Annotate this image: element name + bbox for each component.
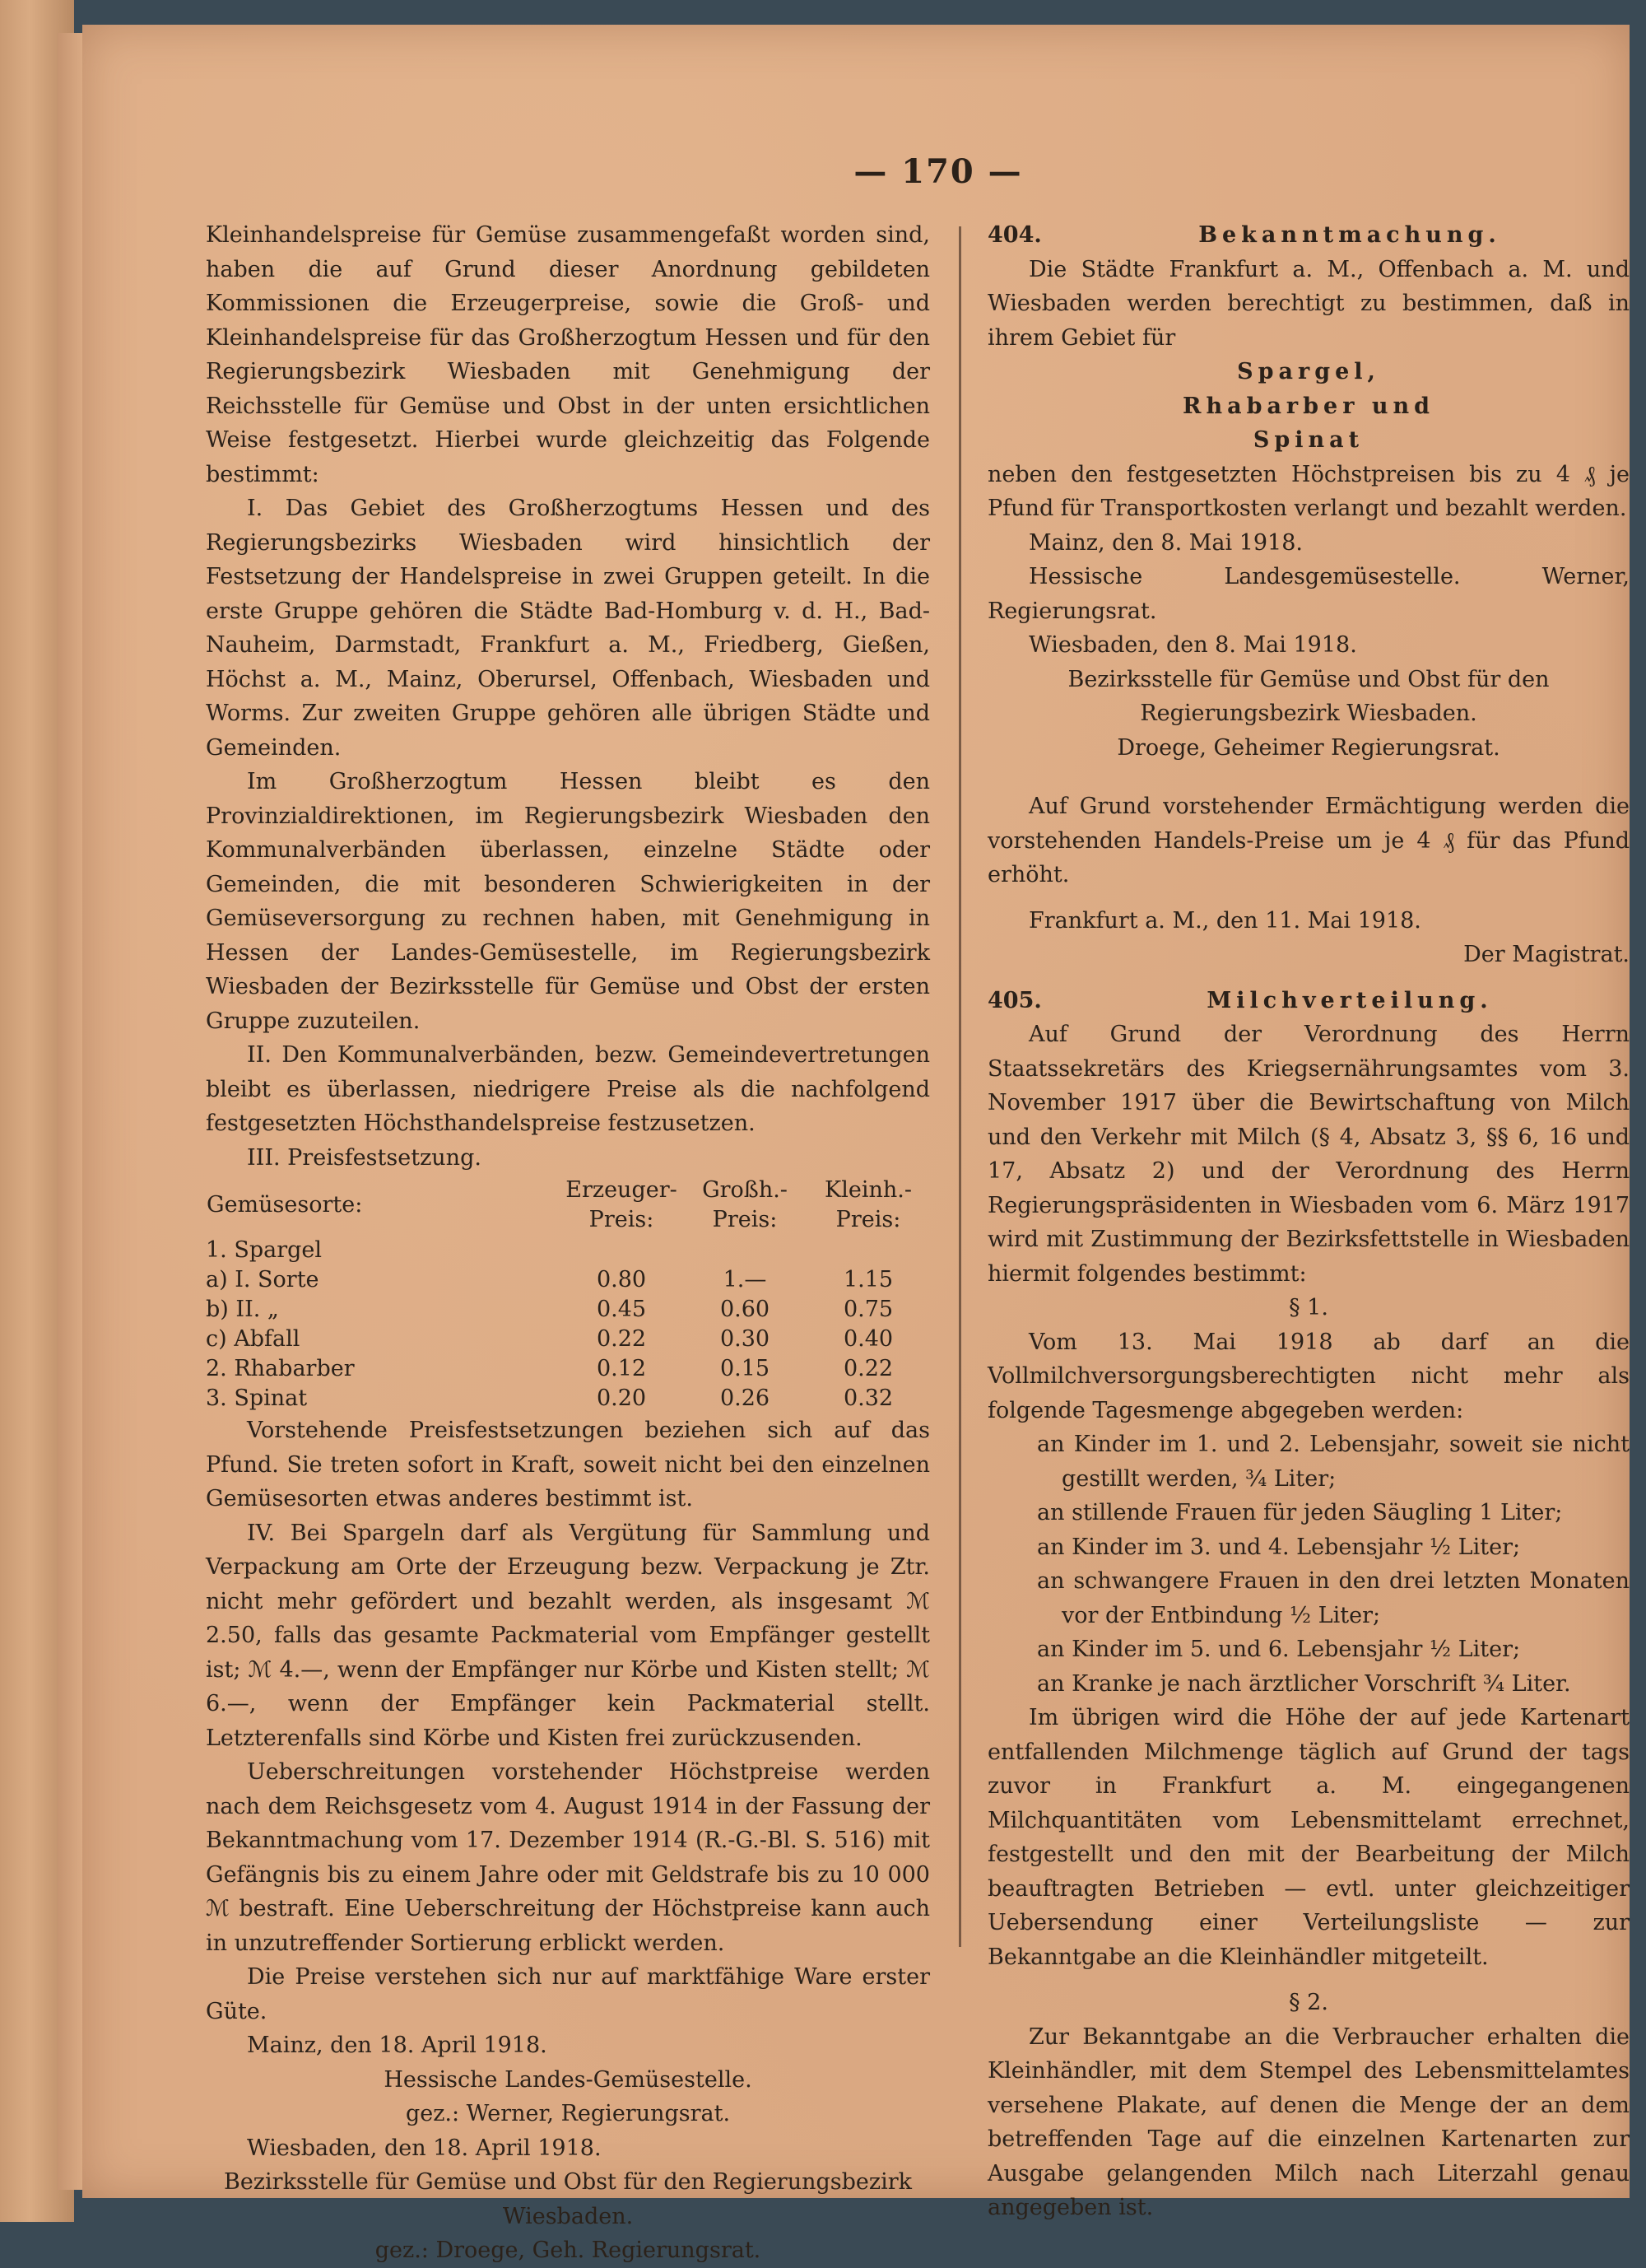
price-table-cell-retail: 0.32 bbox=[843, 1385, 894, 1411]
right-column bbox=[988, 218, 1630, 2225]
price-table-cell-wholesale: 0.26 bbox=[719, 1385, 770, 1411]
left-signature-office-1: Hessische Landes-Gemüsestelle. bbox=[384, 2066, 752, 2093]
ration-list-item-4: an schwangere Frauen in den drei letzten Monaten vor der Entbindung ½ Liter; bbox=[1037, 1568, 1630, 1628]
notice-404-number: 404. bbox=[988, 222, 1042, 248]
price-table-col-retail: Kleinh.- Preis: bbox=[825, 1177, 912, 1232]
notice-404-signature-name: Droege, Geheimer Regierungsrat. bbox=[1117, 734, 1500, 761]
price-table-cell-name: 3. Spinat bbox=[206, 1385, 308, 1411]
left-column bbox=[206, 218, 930, 2268]
left-signature-name-2: gez.: Droege, Geh. Regierungsrat. bbox=[374, 2238, 761, 2263]
price-table-header bbox=[206, 1175, 930, 1236]
notice-404-title: Bekanntmachung. bbox=[1198, 222, 1501, 248]
ration-list bbox=[988, 1427, 1630, 1701]
notice-404-item-3: Spinat bbox=[1253, 427, 1365, 453]
price-table-cell-wholesale: 0.15 bbox=[719, 1356, 770, 1381]
price-table-row bbox=[206, 1384, 930, 1413]
left-paragraph-4: II. Den Kommunalverbänden, bezw. Gemeindevertretungen bleibt es überlassen, niedrigere Preise als die nachfolgend festgesetzten Höchsthandelspreise festzusetzen. bbox=[206, 1042, 930, 1136]
left-paragraph-9: Die Preise verstehen sich nur auf marktfähige Ware erster Güte. bbox=[206, 1964, 930, 2024]
notice-404-item-1: Spargel, bbox=[1237, 359, 1380, 384]
left-paragraph-8: Ueberschreitungen vorstehender Höchstpreise werden nach dem Reichsgesetz vom 4. August 1914 in der Fassung der Bekanntmachung vom 17. Dezember 1914 (R.-G.-Bl. S. 516) mit Gefängnis bis zu einem Jahre oder mit Geldstrafe bis zu 10 000 ℳ bestraft. Eine Ueberschreitung der Höchstpreise kann auch in unzutreffender Sortierung erblickt werden. bbox=[206, 1759, 930, 1956]
notice-404-paragraph-2: neben den festgesetzten Höchstpreisen bis zu 4 ₰ je Pfund für Transportkosten verlangt und bezahlt werden. bbox=[988, 461, 1630, 521]
notice-404-signature-office-1: Hessische Landesgemüsestelle. Werner, Regierungsrat. bbox=[988, 564, 1630, 624]
price-table-cell-producer: 0.80 bbox=[596, 1267, 647, 1292]
left-paragraph-5: III. Preisfestsetzung. bbox=[247, 1144, 481, 1171]
price-table-cell-producer bbox=[560, 1236, 683, 1265]
left-paragraph-6: Vorstehende Preisfestsetzungen beziehen sich auf das Pfund. Sie treten sofort in Kraft, soweit nicht bei den einzelnen Gemüsesorten etwas anderes bestimmt ist. bbox=[206, 1418, 930, 1511]
ration-list-item-6: an Kranke je nach ärztlicher Vorschrift ¾ Liter. bbox=[1037, 1670, 1571, 1697]
notice-404-heading bbox=[988, 218, 1630, 253]
price-table-cell-name: 1. Spargel bbox=[206, 1237, 323, 1263]
price-table-cell-wholesale: 1.— bbox=[723, 1267, 767, 1292]
price-table-cell-wholesale: 0.60 bbox=[719, 1297, 770, 1322]
notice-405-section-1: § 1. bbox=[1289, 1295, 1328, 1320]
notice-404-signature-date-2: Wiesbaden, den 8. Mai 1918. bbox=[1029, 632, 1357, 658]
ration-list-item-2: an stillende Frauen für jeden Säugling 1 Liter; bbox=[1037, 1500, 1563, 1525]
left-paragraph-1: Kleinhandelspreise für Gemüse zusammengefaßt worden sind, haben die auf Grund dieser Anordnung gebildeten Kommissionen die Erzeugerpreise, sowie die Groß- und Kleinhandelspreise für das Großherzogtum Hessen und für den Regierungsbezirk Wiesbaden mit Genehmigung der Reichsstelle für Gemüse und Obst in der unten ersichtlichen Weise festgesetzt. Hierbei wurde gleichzeitig das Folgende bestimmt: bbox=[206, 222, 930, 487]
price-table-cell-name: 2. Rhabarber bbox=[206, 1356, 355, 1381]
notice-405-section-2: § 2. bbox=[1289, 1990, 1328, 2015]
price-table bbox=[206, 1175, 930, 1413]
price-table-col-name: Gemüsesorte: bbox=[207, 1192, 363, 1218]
left-paragraph-3: Im Großherzogtum Hessen bleibt es den Provinzialdirektionen, im Regierungsbezirk Wiesbaden den Kommunalverbänden überlassen, einzelne Städte oder Gemeinden, die mit besonderen Schwierigkeiten in der Gemüseversorgung zu rechnen haben, mit Genehmigung in Hessen der Landes-Gemüsestelle, im Regierungsbezirk Wiesbaden der Bezirksstelle für Gemüse und Obst der ersten Gruppe zuzuteilen. bbox=[206, 769, 930, 1034]
notice-404-signature-magistrate: Der Magistrat. bbox=[1463, 942, 1630, 967]
price-table-cell-producer: 0.12 bbox=[596, 1356, 647, 1381]
price-table-cell-name: c) Abfall bbox=[206, 1326, 300, 1352]
left-signature-office-2: Bezirksstelle für Gemüse und Obst für den Regierungsbezirk Wiesbaden. bbox=[223, 2169, 913, 2229]
notice-405-paragraph-1: Auf Grund der Verordnung des Herrn Staatssekretärs des Kriegsernährungsamtes vom 3. November 1917 über die Bewirtschaftung von Milch und den Verkehr mit Milch (§ 4, Absatz 3, §§ 6, 16 und 17, Absatz 2) und der Verordnung des Herrn Regierungspräsidenten in Wiesbaden vom 6. März 1917 wird mit Zustimmung der Bezirksfettstelle in Wiesbaden hiermit folgendes bestimmt: bbox=[988, 1022, 1630, 1287]
left-paragraph-2: I. Das Gebiet des Großherzogtums Hessen und des Regierungsbezirks Wiesbaden wird hinsichtlich der Festsetzung der Handelspreise in zwei Gruppen geteilt. In die erste Gruppe gehören die Städte Bad-Homburg v. d. H., Bad-Nauheim, Darmstadt, Frankfurt a. M., Friedberg, Gießen, Höchst a. M., Mainz, Oberursel, Offenbach, Wiesbaden und Worms. Zur zweiten Gruppe gehören alle übrigen Städte und Gemeinden. bbox=[206, 496, 930, 761]
notice-405-title: Milchverteilung. bbox=[1207, 987, 1493, 1013]
notice-405-number: 405. bbox=[988, 987, 1042, 1013]
price-table-cell-retail: 0.22 bbox=[843, 1356, 894, 1381]
price-table-cell-retail: 0.75 bbox=[843, 1297, 894, 1322]
price-table-cell-name: b) II. „ bbox=[206, 1297, 279, 1322]
price-table-cell-wholesale: 0.30 bbox=[719, 1326, 770, 1352]
notice-405-paragraph-2: Vom 13. Mai 1918 ab darf an die Vollmilchversorgungsberechtigten nicht mehr als folgende Tagesmenge abgegeben werden: bbox=[988, 1329, 1630, 1423]
price-table-cell-producer: 0.22 bbox=[596, 1326, 647, 1352]
price-table-col-wholesale: Großh.- Preis: bbox=[702, 1177, 788, 1232]
notice-405-paragraph-4: Zur Bekanntgabe an die Verbraucher erhalten die Kleinhändler, mit dem Stempel des Lebensmittelamtes versehene Plakate, auf denen die Menge der an dem betreffenden Tage auf die einzelnen Kartenarten zur Ausgabe gelangenden Milch nach Literzahl genau angegeben ist. bbox=[988, 2024, 1630, 2220]
notice-404-paragraph-3: Auf Grund vorstehender Ermächtigung werden die vorstehenden Handels-Preise um je 4 ₰ für das Pfund erhöht. bbox=[988, 794, 1630, 887]
ration-list-item-1: an Kinder im 1. und 2. Lebensjahr, soweit sie nicht gestillt werden, ¾ Liter; bbox=[1037, 1432, 1630, 1492]
left-signature-date-1: Mainz, den 18. April 1918. bbox=[247, 2033, 547, 2058]
price-table-row bbox=[206, 1295, 930, 1325]
notice-404-signature-date-3: Frankfurt a. M., den 11. Mai 1918. bbox=[1029, 907, 1421, 934]
price-table-cell-retail bbox=[807, 1236, 930, 1265]
price-table-cell-wholesale bbox=[683, 1236, 807, 1265]
page-number: — 170 — bbox=[853, 152, 1023, 191]
notice-405-heading bbox=[988, 984, 1630, 1018]
left-signature-date-2: Wiesbaden, den 18. April 1918. bbox=[247, 2135, 602, 2161]
left-signature-name-1: gez.: Werner, Regierungsrat. bbox=[405, 2101, 731, 2126]
notice-404-item-2: Rhabarber und bbox=[1183, 393, 1434, 419]
price-table-row bbox=[206, 1236, 930, 1265]
notice-405-paragraph-3: Im übrigen wird die Höhe der auf jede Kartenart entfallenden Milchmenge täglich auf Grund der tags zuvor in Frankfurt a. M. eingegangenen Milchquantitäten vom Lebensmittelamt errechnet, festgestellt und den mit der Bearbeitung der Milch beauftragten Betrieben — evtl. unter gleichzeitiger Uebersendung einer Verteilungsliste — zur Bekanntgabe an die Kleinhändler mitgeteilt. bbox=[988, 1705, 1630, 1970]
price-table-cell-producer: 0.45 bbox=[596, 1297, 647, 1322]
price-table-cell-retail: 0.40 bbox=[843, 1326, 894, 1352]
price-table-row bbox=[206, 1325, 930, 1354]
price-table-cell-producer: 0.20 bbox=[596, 1385, 647, 1411]
ration-list-item-3: an Kinder im 3. und 4. Lebensjahr ½ Liter; bbox=[1037, 1534, 1521, 1560]
price-table-cell-retail: 1.15 bbox=[843, 1267, 894, 1292]
price-table-col-producer: Erzeuger- Preis: bbox=[565, 1177, 677, 1232]
price-table-cell-name: a) I. Sorte bbox=[206, 1267, 319, 1292]
ration-list-item-5: an Kinder im 5. und 6. Lebensjahr ½ Liter; bbox=[1037, 1637, 1521, 1662]
notice-404-signature-date-1: Mainz, den 8. Mai 1918. bbox=[1029, 529, 1303, 556]
price-table-row bbox=[206, 1354, 930, 1384]
left-paragraph-7: IV. Bei Spargeln darf als Vergütung für Sammlung und Verpackung am Orte der Erzeugung bezw. Verpackung je Ztr. nicht mehr gefördert und bezahlt werden, als insgesamt ℳ 2.50, falls das gesamte Packmaterial vom Empfänger gestellt ist; ℳ 4.—, wenn der Empfänger nur Körbe und Kisten stellt; ℳ 6.—, wenn der Empfänger kein Packmaterial stellt. Letzterenfalls sind Körbe und Kisten frei zurückzusenden. bbox=[206, 1520, 930, 1751]
notice-404-signature-office-2: Bezirksstelle für Gemüse und Obst für den Regierungsbezirk Wiesbaden. bbox=[1067, 666, 1550, 726]
price-table-row bbox=[206, 1265, 930, 1295]
notice-404-paragraph-1: Die Städte Frankfurt a. M., Offenbach a. M. und Wiesbaden werden berechtigt zu bestimmen, daß in ihrem Gebiet für bbox=[988, 256, 1630, 351]
column-divider bbox=[959, 226, 961, 1947]
